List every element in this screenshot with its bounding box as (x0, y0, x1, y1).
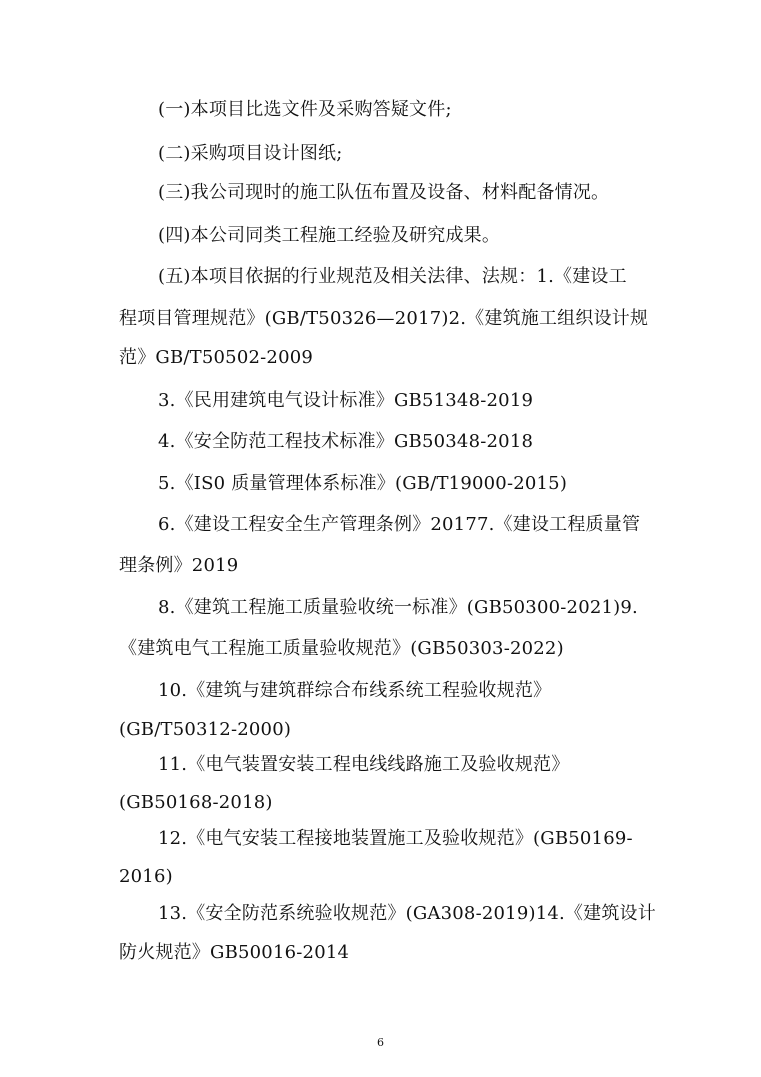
text-line-standard-9: 《建筑电气工程施工质量验收规范》(GB50303-2022) (119, 638, 564, 659)
text-line-basis-3: (三)我公司现时的施工队伍布置及设备、材料配备情况。 (158, 182, 610, 203)
text-line-standard-3: 3.《民用建筑电气设计标准》GB51348-2019 (158, 390, 534, 411)
text-line-basis-5-cont: 程项目管理规范》(GB/T50326—2017)2.《建筑施工组织设计规 (119, 308, 649, 329)
text-line-standard-13-cont: 防火规范》GB50016-2014 (119, 942, 350, 963)
text-line-standard-6: 6.《建设工程安全生产管理条例》20177.《建设工程质量管 (158, 514, 641, 535)
text-line-standard-10: 10.《建筑与建筑群综合布线系统工程验收规范》 (158, 680, 552, 701)
text-line-standard-13: 13.《安全防范系统验收规范》(GA308-2019)14.《建筑设计 (158, 903, 656, 924)
text-line-standard-5: 5.《IS0 质量管理体系标准》(GB/T19000-2015) (158, 473, 568, 494)
text-line-standard-12: 12.《电气安装工程接地装置施工及验收规范》(GB50169- (158, 828, 633, 849)
text-line-basis-2: (二)采购项目设计图纸; (158, 143, 343, 164)
page-number: 6 (377, 1036, 384, 1049)
text-line-standard-12-cont: 2016) (119, 866, 173, 887)
text-line-basis-5: (五)本项目依据的行业规范及相关法律、法规：1.《建设工 (158, 266, 627, 287)
text-line-standard-11-cont: (GB50168-2018) (119, 792, 273, 813)
text-line-basis-1: (一)本项目比选文件及采购答疑文件; (158, 99, 452, 120)
text-line-standard-11: 11.《电气装置安装工程电线线路施工及验收规范》 (158, 754, 570, 775)
text-line-standard-6-cont: 理条例》2019 (119, 555, 239, 576)
text-line-standard-4: 4.《安全防范工程技术标准》GB50348-2018 (158, 431, 534, 452)
text-line-basis-4: (四)本公司同类工程施工经验及研究成果。 (158, 225, 501, 246)
text-line-standard-10-cont: (GB/T50312-2000) (119, 719, 292, 740)
text-line-basis-5-cont2: 范》GB/T50502-2009 (119, 347, 314, 368)
text-line-standard-8: 8.《建筑工程施工质量验收统一标准》(GB50300-2021)9. (158, 597, 638, 618)
